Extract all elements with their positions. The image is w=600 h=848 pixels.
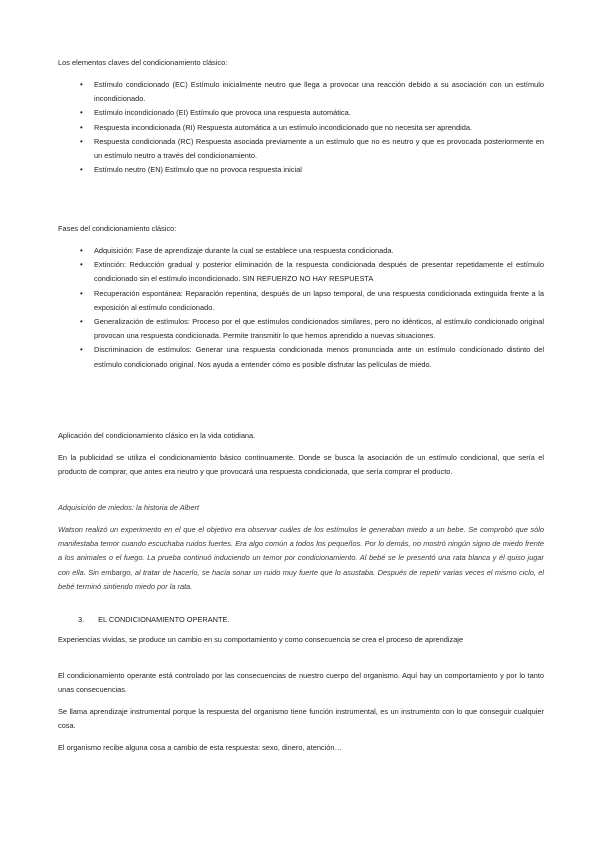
list-item: • Recuperación espontánea: Reparación repentina, después de un lapso temporal, de una respuesta condicionada extinguida frente a la exposición al estímulo condicionado. (80, 287, 544, 315)
operant-paragraph: El organismo recibe alguna cosa a cambio de esta respuesta: sexo, dinero, atención… (58, 743, 342, 752)
elements-list (80, 78, 544, 177)
elements-heading: Los elementos claves del condicionamiento clásico: (58, 58, 228, 67)
list-item: • Estímulo incondicionado (EI) Estímulo que provoca una respuesta automática. (80, 106, 544, 120)
albert-heading: Adquisición de miedos: la historia de Albert (58, 503, 200, 512)
operant-paragraph: Experiencias vividas, se produce un cambio en su comportamiento y como consecuencia se crea el proceso de aprendizaje (58, 635, 464, 644)
list-item: • Adquisición: Fase de aprendizaje durante la cual se establece una respuesta condicionada. (80, 244, 544, 258)
phases-heading: Fases del condicionamiento clásico: (58, 224, 177, 233)
albert-text: Watson realizó un experimento en el que el objetivo era observar cuáles de los estímulos le generaban miedo a un bebe. Se comprobó que sólo manifestaba temor cuando escuchaba ruidos fuertes. Era algo común a todos los pequeños. Por lo demás, no mostró ningún signo de miedo frente a los animales o el fuego. La prueba continuó induciendo un temor por condicionamiento. Al bebé se le presentó una rata blanca y él quiso jugar con ella. Sin embargo, al tratar de hacerlo, se hacía sonar un ruido muy fuerte que lo asustaba. Después de repetir varias veces el mismo ciclo, el bebé terminó sintiendo miedo por la rata. (58, 525, 544, 591)
list-item: • Discriminacion de estímulos: Generar una respuesta condicionada menos pronunciada ante un estímulo condicionado distinto del estímulo condicionado original. Nos ayuda a entender cómo es posible disfrutar las películas de miedo. (80, 343, 544, 371)
operant-paragraph: El condicionamiento operante está controlado por las consecuencias de nuestro cuerpo del organismo. Aquí hay un comportamiento y por lo tanto unas consecuencias. (58, 671, 544, 695)
operant-paragraph: Se llama aprendizaje instrumental porque la respuesta del organismo tiene función instrumental, es un instrumento con lo que conseguir cualquier cosa. (58, 707, 544, 731)
list-item: • Respuesta incondicionada (RI) Respuesta automática a un estímulo incondicionado que no necesita ser aprendida. (80, 121, 544, 135)
list-item: • Estímulo neutro (EN) Estímulo que no provoca respuesta inicial (80, 163, 544, 177)
application-text: En la publicidad se utiliza el condicionamiento básico continuamente. Donde se busca la asociación de un estímulo condicional, que sería el producto de comprar, que antes era neutro y que provocará una respuesta condicionada, que sería comprar el producto. (58, 453, 544, 477)
phases-list (80, 244, 544, 372)
list-item: • Estímulo condicionado (EC) Estímulo inicialmente neutro que llega a provocar una reacción debido a su asociación con un estímulo incondicionado. (80, 78, 544, 106)
section-title: EL CONDICIONAMIENTO OPERANTE. (98, 615, 230, 624)
operant-section-heading (78, 613, 229, 627)
list-item: • Extinción: Reducción gradual y posterior eliminación de la respuesta condicionada después de presentar repetidamente el estímulo condicionado sin el estímulo incondicionado. SIN REFUERZO NO HAY RESPUESTA (80, 258, 544, 286)
list-item: • Generalización de estímulos: Proceso por el que estímulos condicionados similares, pero no idénticos, al estímulo condicionado original provocan una respuesta condicionada. Permite transmitir lo que hemos aprendido a nuevas situaciones. (80, 315, 544, 343)
list-item: • Respuesta condicionada (RC) Respuesta asociada previamente a un estímulo que no es neutro y que es provocada posteriormente en un estímulo neutro a través del condicionamiento. (80, 135, 544, 163)
section-number: 3. (78, 615, 85, 624)
application-heading: Aplicación del condicionamiento clásico en la vida cotidiana. (58, 431, 256, 440)
